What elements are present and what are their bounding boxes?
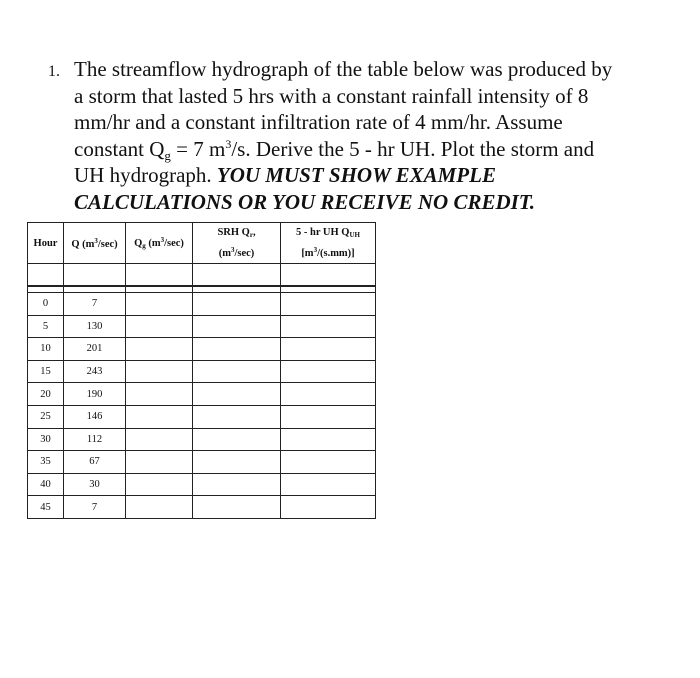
header-qg-b: (m [145,237,161,249]
table-cell [126,264,193,287]
header-q-b: /sec) [97,239,118,250]
blank-row [28,264,376,287]
cell-hour: 35 [28,451,64,474]
header-srh-a: SRH Q [217,227,250,238]
cell-hour: 45 [28,496,64,519]
hydrograph-table [27,222,376,519]
cell-uh [281,315,376,338]
question-line-3: mm/hr and a constant infiltration rate of 4 mm/hr. Assume [74,110,563,134]
cell-hour: 30 [28,428,64,451]
line5-emphasis: YOU MUST SHOW EXAMPLE [216,163,496,187]
cell-hour: 0 [28,293,64,316]
cell-uh [281,383,376,406]
header-qg [126,223,193,264]
question-number: 1. [48,63,60,80]
table-row [28,383,376,406]
header-uh-sub: UH [349,231,360,239]
cell-hour: 40 [28,473,64,496]
cell-srh [193,383,281,406]
cell-srh [193,473,281,496]
cell-q: 201 [64,338,126,361]
header-row [28,223,376,264]
cell-q: 7 [64,496,126,519]
cell-q: 146 [64,405,126,428]
question-line-4 [74,136,664,163]
line4-part-a: constant Q [74,136,165,161]
cell-q: 7 [64,293,126,316]
cell-uh [281,451,376,474]
header-q-sup: 3 [94,237,98,245]
table-row [28,338,376,361]
cell-uh [281,428,376,451]
header-srh-sup: 3 [230,246,235,254]
cell-uh [281,293,376,316]
header-uh-a: 5 - hr UH Q [296,227,350,238]
cell-qg [126,451,193,474]
cell-srh [193,496,281,519]
cell-qg [126,496,193,519]
line4-part-b: = 7 m [170,136,226,161]
table-cell [193,264,281,287]
table-row [28,451,376,474]
cell-qg [126,293,193,316]
header-srh-c: (m [218,248,231,259]
table-cell [28,264,64,287]
header-srh-d: /sec) [234,248,255,259]
cell-srh [193,405,281,428]
cell-q: 243 [64,360,126,383]
header-srh [193,223,281,264]
table-row [28,360,376,383]
cell-srh [193,451,281,474]
cell-srh [193,315,281,338]
cell-qg [126,338,193,361]
cell-q: 190 [64,383,126,406]
table-row [28,405,376,428]
line4-superscript: 3 [225,136,232,151]
cell-hour: 15 [28,360,64,383]
header-uh [281,223,376,264]
cell-uh [281,496,376,519]
line5-plain: UH hydrograph. [74,163,217,187]
cell-hour: 10 [28,338,64,361]
cell-qg [126,473,193,496]
header-uh-b: [m [301,248,314,259]
cell-srh [193,293,281,316]
cell-qg [126,405,193,428]
line4-part-c: /s. Derive the 5 - hr UH. Plot the storm and [231,136,595,161]
header-qg-c: /sec) [164,237,184,249]
header-uh-sup: 3 [313,246,318,254]
cell-uh [281,473,376,496]
table-row [28,473,376,496]
question-line-6: CALCULATIONS OR YOU RECEIVE NO CREDIT. [74,189,535,214]
cell-q: 112 [64,428,126,451]
header-hour: Hour [28,223,64,264]
header-q [64,223,126,264]
table-row [28,315,376,338]
cell-qg [126,360,193,383]
cell-uh [281,405,376,428]
question-line-2: a storm that lasted 5 hrs with a constant rainfall intensity of 8 [74,83,589,108]
cell-qg [126,383,193,406]
cell-uh [281,360,376,383]
cell-hour: 25 [28,405,64,428]
header-srh-sub: r [249,231,253,239]
table-cell [64,264,126,287]
cell-hour: 5 [28,315,64,338]
cell-q: 67 [64,451,126,474]
cell-qg [126,315,193,338]
header-qg-sup: 3 [160,235,165,244]
cell-srh [193,360,281,383]
cell-uh [281,338,376,361]
cell-qg [126,428,193,451]
question-text [74,56,664,215]
question-line-5 [74,162,664,189]
table-row [28,293,376,316]
table-cell [281,264,376,287]
cell-hour: 20 [28,383,64,406]
table-row [28,496,376,519]
header-srh-b: , [252,227,256,238]
line4-subscript: g [164,147,171,163]
header-qg-a: Q [134,237,143,249]
cell-srh [193,338,281,361]
header-uh-c: /(s.mm)] [317,248,355,259]
header-q-a: Q (m [71,239,95,250]
question-line-1: The streamflow hydrograph of the table below was produced by [74,57,613,81]
cell-srh [193,428,281,451]
table-row [28,428,376,451]
cell-q: 30 [64,473,126,496]
cell-q: 130 [64,315,126,338]
header-qg-sub: g [142,241,146,250]
